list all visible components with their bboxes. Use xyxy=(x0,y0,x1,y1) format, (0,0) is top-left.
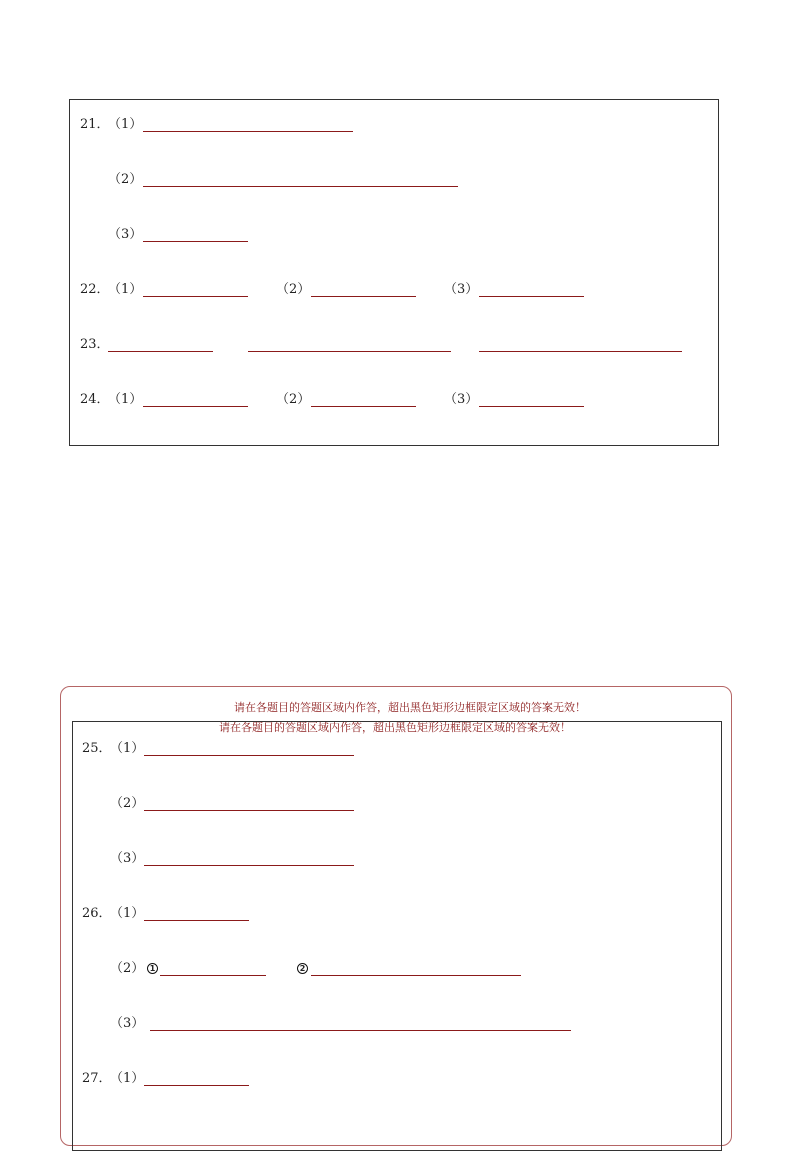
q26-part2-sub1-answer-line[interactable] xyxy=(160,975,266,976)
q23-answer-line-3[interactable] xyxy=(479,351,682,352)
q25-part1-answer-line[interactable] xyxy=(144,755,354,756)
q24-part2-label: （2） xyxy=(276,392,311,407)
answer-region-notice-repeat: 请在各题目的答题区域内作答，超出黑色矩形边框限定区域的答案无效！ xyxy=(219,721,571,734)
q21-part1-label: （1） xyxy=(108,117,143,132)
q25-part3-label: （3） xyxy=(110,851,145,866)
q26-part3-answer-line[interactable] xyxy=(150,1030,571,1031)
q26-part2-sub2-answer-line[interactable] xyxy=(311,975,521,976)
q27-part1-answer-line[interactable] xyxy=(144,1085,249,1086)
q25-number: 25． xyxy=(82,741,112,756)
q25-part1-label: （1） xyxy=(110,741,145,756)
circled-one-marker: 1 xyxy=(147,963,158,974)
q25-part2-answer-line[interactable] xyxy=(144,810,354,811)
q22-part2-label: （2） xyxy=(276,282,311,297)
q26-part1-answer-line[interactable] xyxy=(144,920,249,921)
q22-part1-label: （1） xyxy=(108,282,143,297)
q21-part1-answer-line[interactable] xyxy=(143,131,353,132)
q23-answer-line-2[interactable] xyxy=(248,351,451,352)
q22-number: 22． xyxy=(80,282,110,297)
q23-answer-line-1[interactable] xyxy=(108,351,213,352)
q22-part3-answer-line[interactable] xyxy=(479,296,584,297)
answer-region-notice: 请在各题目的答题区域内作答，超出黑色矩形边框限定区域的答案无效！ xyxy=(234,701,586,714)
q24-part1-answer-line[interactable] xyxy=(143,406,248,407)
q24-part1-label: （1） xyxy=(108,392,143,407)
answer-box-21-24 xyxy=(69,99,719,446)
q25-part2-label: （2） xyxy=(110,796,145,811)
q24-part3-answer-line[interactable] xyxy=(479,406,584,407)
q26-part2-label: （2） xyxy=(110,961,145,976)
q27-part1-label: （1） xyxy=(110,1071,145,1086)
q23-number: 23． xyxy=(80,337,110,352)
q22-part1-answer-line[interactable] xyxy=(143,296,248,297)
q24-number: 24． xyxy=(80,392,110,407)
circled-two-marker: 2 xyxy=(297,963,308,974)
q26-part3-label: （3） xyxy=(110,1016,145,1031)
answer-box-25-27 xyxy=(72,721,722,1151)
q26-part1-label: （1） xyxy=(110,906,145,921)
q26-number: 26． xyxy=(82,906,112,921)
q25-part3-answer-line[interactable] xyxy=(144,865,354,866)
q27-number: 27． xyxy=(82,1071,112,1086)
q21-part2-label: （2） xyxy=(108,172,143,187)
q21-number: 21． xyxy=(80,117,110,132)
q22-part3-label: （3） xyxy=(444,282,479,297)
q21-part3-answer-line[interactable] xyxy=(143,241,248,242)
q22-part2-answer-line[interactable] xyxy=(311,296,416,297)
q24-part2-answer-line[interactable] xyxy=(311,406,416,407)
q21-part3-label: （3） xyxy=(108,227,143,242)
q21-part2-answer-line[interactable] xyxy=(143,186,458,187)
q24-part3-label: （3） xyxy=(444,392,479,407)
